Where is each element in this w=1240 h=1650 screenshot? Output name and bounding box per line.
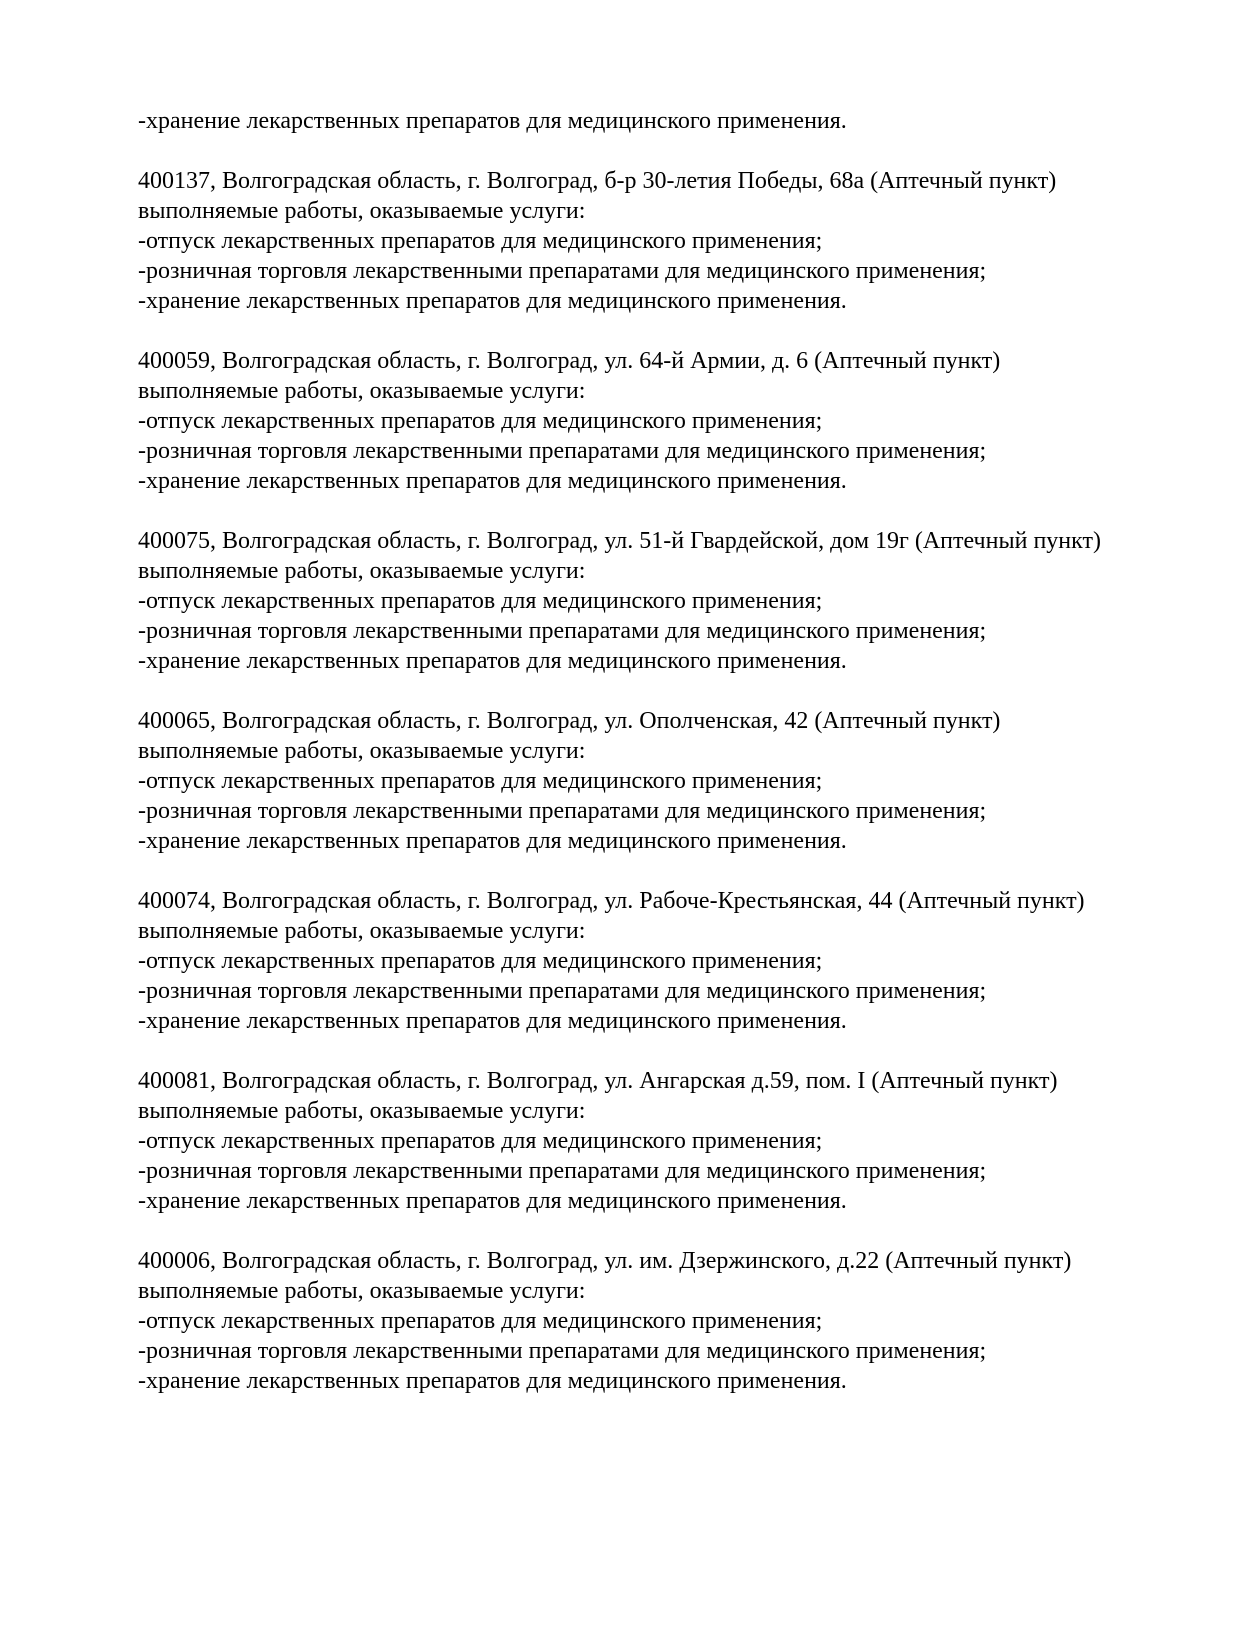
service-line: -розничная торговля лекарственными препаратами для медицинского применения;: [138, 978, 987, 1004]
service-line: -хранение лекарственных препаратов для медицинского применения.: [138, 468, 847, 494]
service-line: -розничная торговля лекарственными препаратами для медицинского применения;: [138, 618, 987, 644]
entry-address: 400006, Волгоградская область, г. Волгоград, ул. им. Дзержинского, д.22 (Аптечный пункт): [138, 1248, 1072, 1274]
service-line: -розничная торговля лекарственными препаратами для медицинского применения;: [138, 1158, 987, 1184]
pharmacy-entry: [138, 706, 1160, 856]
pharmacy-entry: [138, 526, 1160, 676]
service-line: -розничная торговля лекарственными препаратами для медицинского применения;: [138, 798, 987, 824]
service-line: -хранение лекарственных препаратов для медицинского применения.: [138, 1188, 847, 1214]
entry-address: 400065, Волгоградская область, г. Волгоград, ул. Ополченская, 42 (Аптечный пункт): [138, 708, 1001, 734]
pharmacy-entry: [138, 1246, 1160, 1396]
service-line: -отпуск лекарственных препаратов для медицинского применения;: [138, 768, 823, 794]
service-line: -отпуск лекарственных препаратов для медицинского применения;: [138, 228, 823, 254]
service-line: -розничная торговля лекарственными препаратами для медицинского применения;: [138, 1338, 987, 1364]
service-line: -отпуск лекарственных препаратов для медицинского применения;: [138, 1128, 823, 1154]
entry-address: 400081, Волгоградская область, г. Волгоград, ул. Ангарская д.59, пом. I (Аптечный пункт): [138, 1068, 1058, 1094]
services-intro: выполняемые работы, оказываемые услуги:: [138, 558, 586, 584]
service-line: -розничная торговля лекарственными препаратами для медицинского применения;: [138, 258, 987, 284]
entry-address: 400059, Волгоградская область, г. Волгоград, ул. 64-й Армии, д. 6 (Аптечный пункт): [138, 348, 1001, 374]
services-intro: выполняемые работы, оказываемые услуги:: [138, 738, 586, 764]
entry-address: 400075, Волгоградская область, г. Волгоград, ул. 51-й Гвардейской, дом 19г (Аптечный пункт): [138, 528, 1101, 554]
pharmacy-entry: [138, 166, 1160, 316]
service-line: -розничная торговля лекарственными препаратами для медицинского применения;: [138, 438, 987, 464]
orphan-service-line: -хранение лекарственных препаратов для медицинского применения.: [138, 108, 847, 134]
service-line: -отпуск лекарственных препаратов для медицинского применения;: [138, 588, 823, 614]
service-line: -хранение лекарственных препаратов для медицинского применения.: [138, 1368, 847, 1394]
pharmacy-entry: [138, 346, 1160, 496]
entry-address: 400137, Волгоградская область, г. Волгоград, б-р 30-летия Победы, 68а (Аптечный пункт): [138, 168, 1057, 194]
entry-address: 400074, Волгоградская область, г. Волгоград, ул. Рабоче-Крестьянская, 44 (Аптечный пункт): [138, 888, 1085, 914]
services-intro: выполняемые работы, оказываемые услуги:: [138, 1278, 586, 1304]
service-line: -хранение лекарственных препаратов для медицинского применения.: [138, 288, 847, 314]
services-intro: выполняемые работы, оказываемые услуги:: [138, 378, 586, 404]
pharmacy-entry: [138, 1066, 1160, 1216]
services-intro: выполняемые работы, оказываемые услуги:: [138, 1098, 586, 1124]
services-intro: выполняемые работы, оказываемые услуги:: [138, 918, 586, 944]
service-line: -хранение лекарственных препаратов для медицинского применения.: [138, 648, 847, 674]
service-line: -хранение лекарственных препаратов для медицинского применения.: [138, 828, 847, 854]
pharmacy-entry: [138, 886, 1160, 1036]
service-line: -отпуск лекарственных препаратов для медицинского применения;: [138, 408, 823, 434]
service-line: -отпуск лекарственных препаратов для медицинского применения;: [138, 1308, 823, 1334]
services-intro: выполняемые работы, оказываемые услуги:: [138, 198, 586, 224]
service-line: -отпуск лекарственных препаратов для медицинского применения;: [138, 948, 823, 974]
service-line: -хранение лекарственных препаратов для медицинского применения.: [138, 1008, 847, 1034]
